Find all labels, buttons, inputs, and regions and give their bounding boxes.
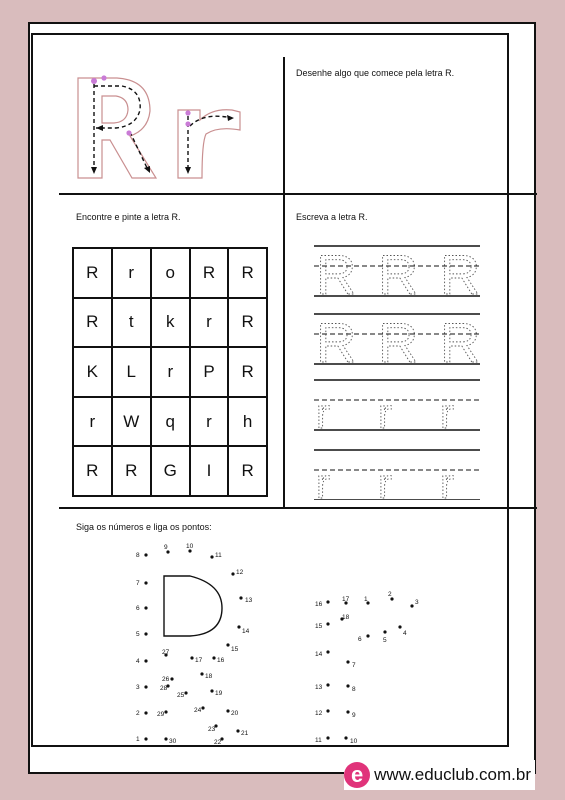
dot-label: 2 <box>388 591 392 598</box>
grid-cell[interactable]: r <box>112 248 151 298</box>
dot-label: 3 <box>136 684 140 691</box>
dot-label: 3 <box>415 599 419 606</box>
traced-letter: R <box>440 311 480 374</box>
dot <box>346 684 349 687</box>
dot <box>344 736 347 739</box>
dot <box>144 711 147 714</box>
grid-cell[interactable]: K <box>73 347 112 397</box>
grid-cell[interactable]: r <box>190 298 229 348</box>
draw-instruction: Desenhe algo que comece pela letra R. <box>296 68 455 78</box>
dot-label: 15 <box>315 623 323 630</box>
dot-label: 4 <box>136 658 140 665</box>
dot <box>326 600 329 603</box>
grid-row <box>73 397 267 447</box>
tracing-letters <box>72 66 252 184</box>
traced-letter: R <box>378 244 419 306</box>
dot <box>164 710 167 713</box>
grid-cell[interactable]: q <box>151 397 190 447</box>
grid-cell[interactable]: R <box>228 446 267 496</box>
dot <box>170 677 173 680</box>
dot <box>201 706 204 709</box>
dot <box>144 659 147 662</box>
dot-label: 15 <box>231 646 239 653</box>
divider-vertical <box>283 57 285 509</box>
grid-cell[interactable]: R <box>112 446 151 496</box>
dot-label: 14 <box>242 628 250 635</box>
dot <box>226 709 229 712</box>
grid-cell[interactable]: t <box>112 298 151 348</box>
dot-label: 20 <box>231 710 239 717</box>
dot-label: 12 <box>236 569 244 576</box>
dot <box>231 572 234 575</box>
dot <box>326 650 329 653</box>
dot <box>239 596 242 599</box>
dot-label: 29 <box>157 711 165 718</box>
dot-label: 11 <box>315 737 322 744</box>
dot <box>326 736 329 739</box>
grid-cell[interactable]: G <box>151 446 190 496</box>
dot-label: 6 <box>136 605 140 612</box>
dot-label: 10 <box>350 738 358 745</box>
dot-label: 10 <box>186 543 194 550</box>
logo-url: www.educlub.com.br <box>374 765 531 784</box>
dot <box>144 581 147 584</box>
grid-cell[interactable]: W <box>112 397 151 447</box>
letter-shape-outline <box>164 576 222 636</box>
grid-cell[interactable]: k <box>151 298 190 348</box>
dot-label: 5 <box>136 631 140 638</box>
dot-label: 25 <box>177 692 185 699</box>
dot-label: 19 <box>215 690 223 697</box>
connect-instruction: Siga os números e liga os pontos: <box>76 522 212 532</box>
grid-cell[interactable]: h <box>228 397 267 447</box>
dot <box>326 709 329 712</box>
dot <box>144 606 147 609</box>
dot-label: 23 <box>208 726 216 733</box>
dot-label: 1 <box>364 596 368 603</box>
traced-letter: R <box>440 244 480 306</box>
handwriting-practice[interactable] <box>314 244 480 500</box>
dot-label: 5 <box>383 637 387 644</box>
dot-label: 13 <box>315 684 323 691</box>
dot-label: 22 <box>214 739 222 746</box>
dot-label: 18 <box>342 614 350 621</box>
traced-letter: R <box>316 311 357 374</box>
grid-cell[interactable]: o <box>151 248 190 298</box>
dot-label: 14 <box>315 651 323 658</box>
dot-label: 13 <box>245 597 253 604</box>
traced-letter: r <box>440 460 454 500</box>
write-instruction: Escreva a letra R. <box>296 212 368 222</box>
dot-label: 7 <box>352 662 356 669</box>
grid-cell[interactable]: R <box>228 347 267 397</box>
dot <box>366 634 369 637</box>
grid-cell[interactable]: R <box>73 446 112 496</box>
dot-label: 16 <box>217 657 225 664</box>
dot-label: 1 <box>136 736 140 743</box>
traced-letter: R <box>378 311 419 374</box>
dot-label: 28 <box>160 685 168 692</box>
traced-letter: r <box>440 390 454 437</box>
dot <box>383 630 386 633</box>
dot <box>346 710 349 713</box>
dot <box>326 622 329 625</box>
dot <box>346 660 349 663</box>
grid-cell[interactable]: R <box>73 298 112 348</box>
traced-letter: r <box>378 460 392 500</box>
dot-label: 18 <box>205 673 213 680</box>
dot <box>210 689 213 692</box>
grid-cell[interactable]: R <box>228 298 267 348</box>
grid-cell[interactable]: r <box>73 397 112 447</box>
divider-top <box>59 193 537 195</box>
dot <box>184 691 187 694</box>
dot-label: 17 <box>195 657 203 664</box>
dot-label: 21 <box>241 730 249 737</box>
dot-label: 12 <box>315 710 323 717</box>
grid-cell[interactable]: r <box>190 397 229 447</box>
grid-cell[interactable]: R <box>190 248 229 298</box>
grid-row <box>73 298 267 348</box>
grid-row <box>73 248 267 298</box>
dot <box>326 683 329 686</box>
divider-middle <box>59 507 537 509</box>
dot <box>164 737 167 740</box>
dot <box>226 643 229 646</box>
dot <box>144 553 147 556</box>
dot-label: 2 <box>136 710 140 717</box>
grid-cell[interactable]: L <box>112 347 151 397</box>
connect-the-dots[interactable] <box>132 540 432 750</box>
logo-mark: e <box>344 762 370 788</box>
dot <box>200 672 203 675</box>
dot <box>144 737 147 740</box>
dot-label: 30 <box>169 738 177 745</box>
grid-cell[interactable]: R <box>228 248 267 298</box>
grid-row <box>73 446 267 496</box>
dot-label: 8 <box>352 686 356 693</box>
dot-label: 6 <box>358 636 362 643</box>
dot-label: 11 <box>215 552 222 559</box>
dot-label: 4 <box>403 630 407 637</box>
dot <box>236 729 239 732</box>
grid-row <box>73 347 267 397</box>
dot-label: 8 <box>136 552 140 559</box>
dot <box>212 656 215 659</box>
grid-cell[interactable]: P <box>190 347 229 397</box>
traced-letter: r <box>378 390 392 437</box>
dot <box>144 685 147 688</box>
dot <box>144 632 147 635</box>
find-instruction: Encontre e pinte a letra R. <box>76 212 181 222</box>
dot-label: 9 <box>164 544 168 551</box>
grid-cell[interactable]: I <box>190 446 229 496</box>
traced-letter: r <box>316 460 330 500</box>
dot-label: 7 <box>136 580 140 587</box>
dot-label: 17 <box>342 596 350 603</box>
dot <box>237 625 240 628</box>
dot-label: 26 <box>162 676 170 683</box>
dot <box>190 656 193 659</box>
dot <box>398 625 401 628</box>
traced-letter: R <box>316 244 357 306</box>
dot <box>410 604 413 607</box>
dot-label: 27 <box>162 649 170 656</box>
dot-label: 16 <box>315 601 323 608</box>
grid-cell[interactable]: r <box>151 347 190 397</box>
dot-label: 9 <box>352 712 356 719</box>
educlub-logo <box>344 760 535 790</box>
letter-grid <box>72 247 268 497</box>
grid-cell[interactable]: R <box>73 248 112 298</box>
dot-label: 24 <box>194 707 202 714</box>
dot <box>210 555 213 558</box>
traced-letter: r <box>316 390 330 437</box>
